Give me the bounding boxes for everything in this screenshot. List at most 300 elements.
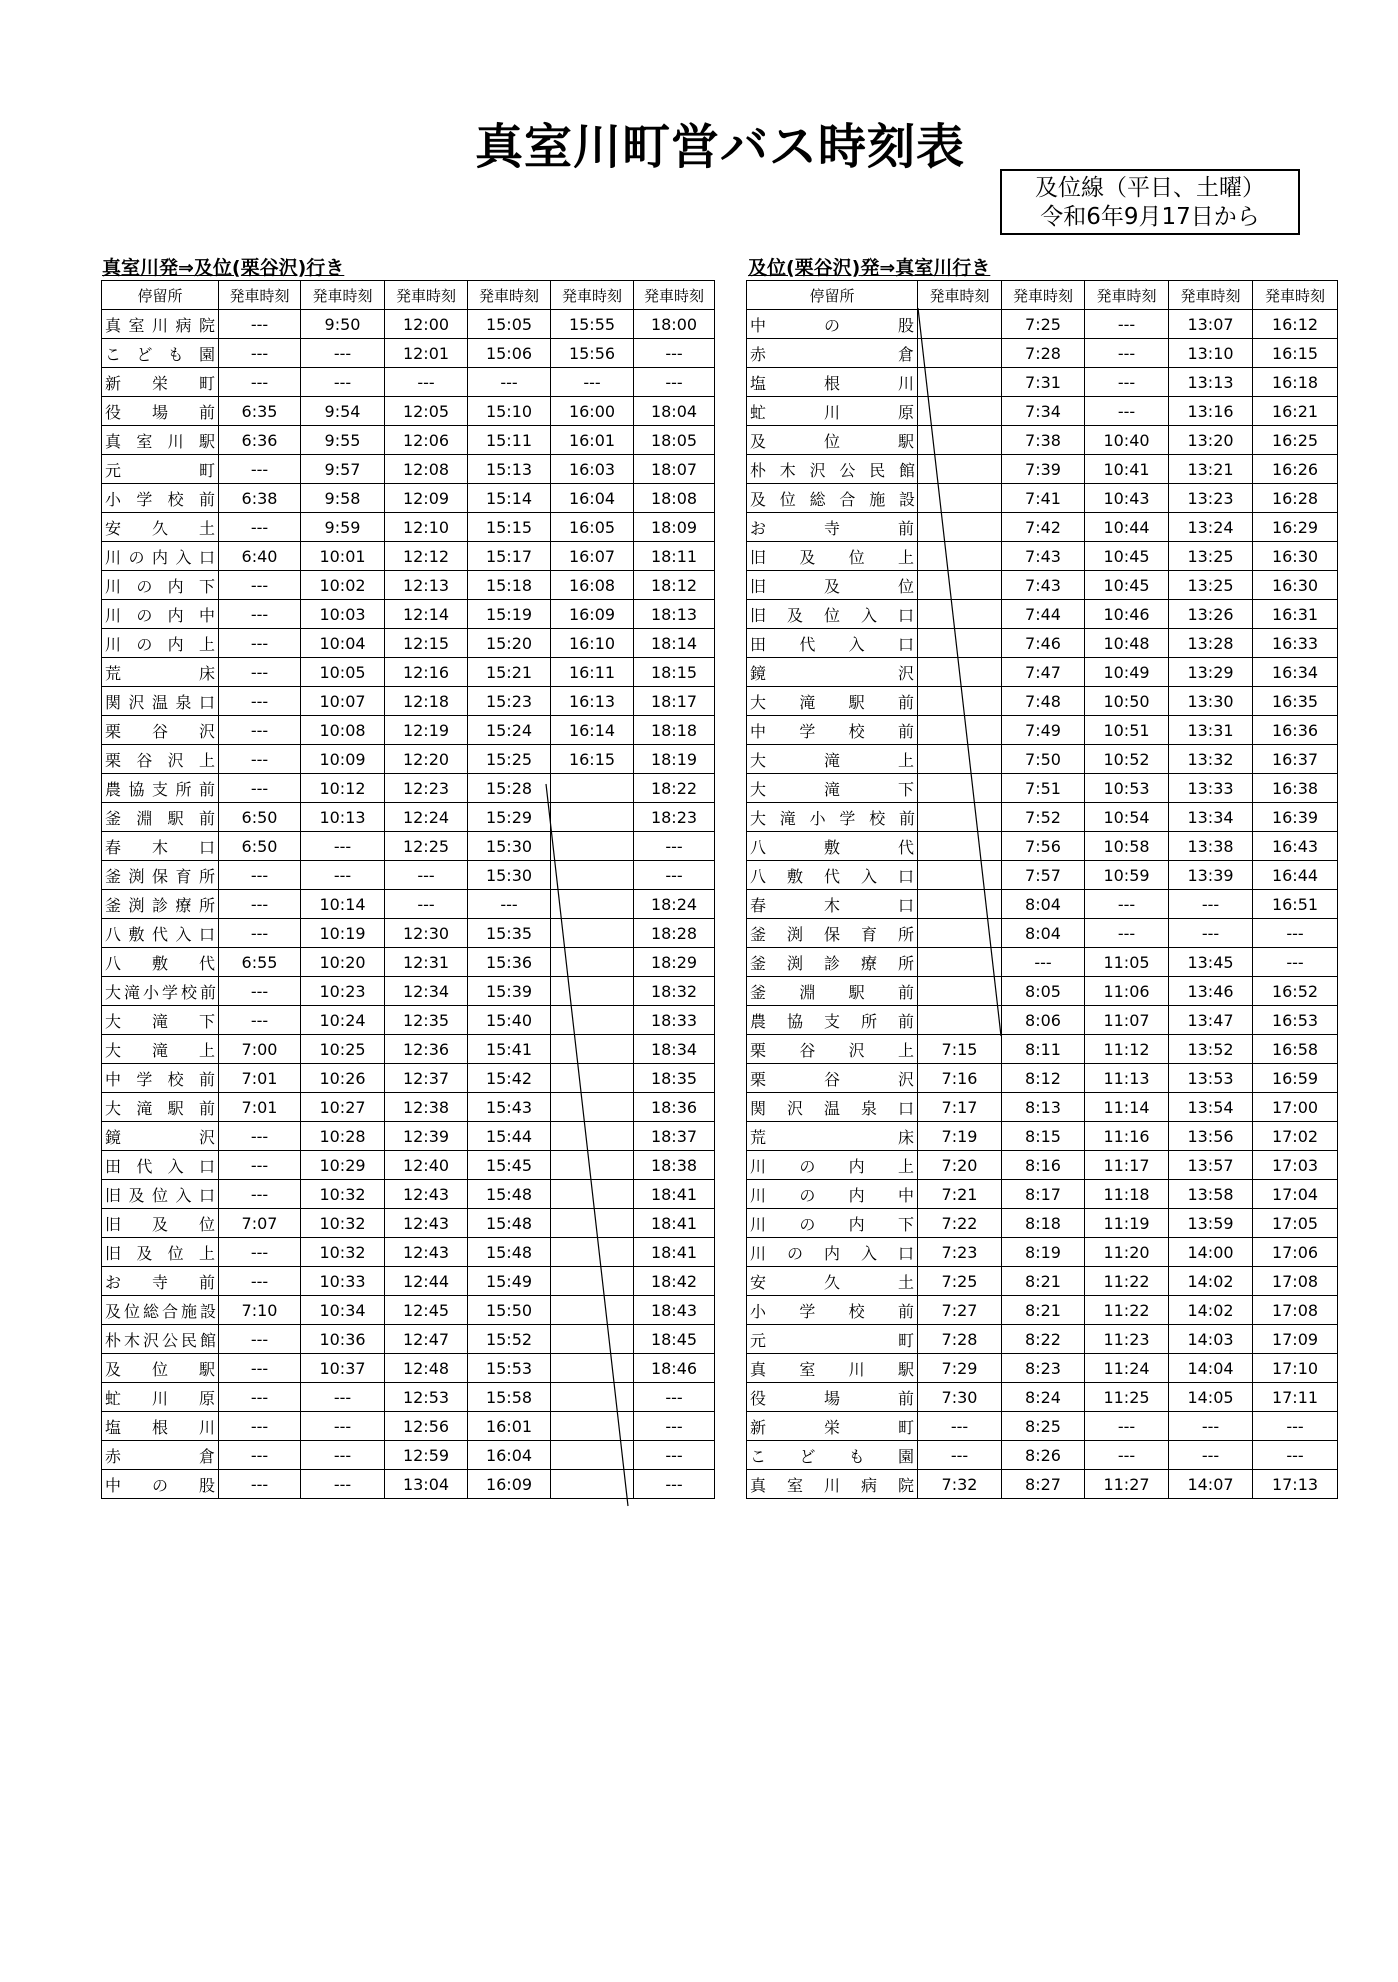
departure-time: 7:25	[918, 1267, 1002, 1296]
departure-time: ---	[1002, 948, 1085, 977]
stop-name: 釜渕診療所	[747, 948, 918, 977]
departure-time: 17:04	[1253, 1180, 1338, 1209]
departure-time: ---	[219, 310, 301, 339]
departure-time	[918, 542, 1002, 571]
departure-time: 7:28	[1002, 339, 1085, 368]
departure-time: ---	[1169, 890, 1253, 919]
departure-time	[551, 948, 634, 977]
outbound-table-row	[102, 600, 715, 629]
outbound-table-row	[102, 803, 715, 832]
inbound-heading: 及位(栗谷沢)発⇒真室川行き	[748, 257, 991, 279]
stop-name: 大滝小学校前	[747, 803, 918, 832]
departure-time: 9:54	[301, 397, 385, 426]
stop-name: 大滝下	[102, 1006, 219, 1035]
departure-time: 16:30	[1253, 542, 1338, 571]
departure-time: 18:09	[634, 513, 715, 542]
departure-time	[918, 832, 1002, 861]
departure-time: 13:52	[1169, 1035, 1253, 1064]
departure-time: 10:01	[301, 542, 385, 571]
inbound-table-row	[747, 1296, 1338, 1325]
departure-time: 15:14	[468, 484, 551, 513]
departure-time: 10:45	[1085, 542, 1169, 571]
route-notice-box	[1000, 169, 1300, 235]
departure-time: 18:33	[634, 1006, 715, 1035]
inbound-table-row	[747, 310, 1338, 339]
departure-time	[551, 1412, 634, 1441]
departure-time: 10:28	[301, 1122, 385, 1151]
departure-time: 12:31	[385, 948, 468, 977]
departure-time: 10:59	[1085, 861, 1169, 890]
departure-time: 16:58	[1253, 1035, 1338, 1064]
departure-time: ---	[219, 919, 301, 948]
departure-time	[918, 310, 1002, 339]
inbound-table-row	[747, 803, 1338, 832]
inbound-table-row	[747, 1122, 1338, 1151]
departure-time: 16:18	[1253, 368, 1338, 397]
departure-time: 7:52	[1002, 803, 1085, 832]
departure-time: ---	[634, 339, 715, 368]
departure-time: 13:16	[1169, 397, 1253, 426]
departure-time: 12:34	[385, 977, 468, 1006]
inbound-table-row	[747, 861, 1338, 890]
departure-time: 13:46	[1169, 977, 1253, 1006]
outbound-table-row	[102, 890, 715, 919]
departure-time: 15:48	[468, 1180, 551, 1209]
departure-time: 15:40	[468, 1006, 551, 1035]
departure-time: 16:25	[1253, 426, 1338, 455]
departure-time: ---	[385, 368, 468, 397]
departure-time: 15:39	[468, 977, 551, 1006]
inbound-table-row	[747, 1383, 1338, 1412]
departure-time	[551, 1035, 634, 1064]
outbound-table-row	[102, 629, 715, 658]
departure-time: ---	[301, 861, 385, 890]
departure-time: 10:51	[1085, 716, 1169, 745]
departure-time: 11:20	[1085, 1238, 1169, 1267]
departure-time: 16:05	[551, 513, 634, 542]
departure-time: 7:30	[918, 1383, 1002, 1412]
departure-time: 16:03	[551, 455, 634, 484]
departure-time: ---	[219, 658, 301, 687]
departure-time: 12:56	[385, 1412, 468, 1441]
departure-time: 16:11	[551, 658, 634, 687]
departure-time: 10:49	[1085, 658, 1169, 687]
outbound-table-row	[102, 426, 715, 455]
departure-time: ---	[219, 1006, 301, 1035]
departure-time: 7:32	[918, 1470, 1002, 1499]
departure-time: 8:22	[1002, 1325, 1085, 1354]
departure-time: 18:07	[634, 455, 715, 484]
departure-time: ---	[219, 1441, 301, 1470]
departure-time: 11:24	[1085, 1354, 1169, 1383]
departure-time: 16:01	[551, 426, 634, 455]
departure-time: ---	[1085, 919, 1169, 948]
departure-time: 13:54	[1169, 1093, 1253, 1122]
stop-name: 小学校前	[102, 484, 219, 513]
departure-time: 10:08	[301, 716, 385, 745]
departure-time	[918, 774, 1002, 803]
departure-time: ---	[918, 1412, 1002, 1441]
departure-time	[918, 977, 1002, 1006]
outbound-table-row	[102, 861, 715, 890]
departure-time: 13:31	[1169, 716, 1253, 745]
outbound-table-row	[102, 1122, 715, 1151]
departure-time: ---	[634, 861, 715, 890]
outbound-table-row	[102, 455, 715, 484]
stop-name: 大滝下	[747, 774, 918, 803]
departure-time: 10:58	[1085, 832, 1169, 861]
outbound-table-row	[102, 310, 715, 339]
departure-time: 15:23	[468, 687, 551, 716]
departure-time: 12:12	[385, 542, 468, 571]
inbound-stop-header: 停留所	[747, 281, 918, 310]
departure-time: ---	[219, 1122, 301, 1151]
departure-time: 8:25	[1002, 1412, 1085, 1441]
departure-time: 18:23	[634, 803, 715, 832]
stop-name: 農協支所前	[747, 1006, 918, 1035]
stop-name: 安久土	[747, 1267, 918, 1296]
departure-time: 10:27	[301, 1093, 385, 1122]
stop-name: 旧及位	[747, 571, 918, 600]
outbound-table-row	[102, 1267, 715, 1296]
stop-name: 及位総合施設	[747, 484, 918, 513]
departure-time: ---	[219, 861, 301, 890]
inbound-table-row	[747, 455, 1338, 484]
departure-time: 17:08	[1253, 1296, 1338, 1325]
departure-time: 12:59	[385, 1441, 468, 1470]
departure-time: 15:10	[468, 397, 551, 426]
departure-time: 11:22	[1085, 1267, 1169, 1296]
departure-time: 16:37	[1253, 745, 1338, 774]
departure-time: ---	[301, 339, 385, 368]
stop-name: 大滝駅前	[747, 687, 918, 716]
departure-time: 13:13	[1169, 368, 1253, 397]
departure-time: 16:09	[551, 600, 634, 629]
departure-time: 10:23	[301, 977, 385, 1006]
departure-time	[551, 1180, 634, 1209]
departure-time	[918, 571, 1002, 600]
departure-time: 15:20	[468, 629, 551, 658]
departure-time: 16:04	[551, 484, 634, 513]
departure-time: 12:43	[385, 1238, 468, 1267]
departure-time: 13:53	[1169, 1064, 1253, 1093]
departure-time: ---	[1253, 948, 1338, 977]
departure-time: 16:51	[1253, 890, 1338, 919]
departure-time: 11:12	[1085, 1035, 1169, 1064]
departure-time: 11:07	[1085, 1006, 1169, 1035]
departure-time: 13:38	[1169, 832, 1253, 861]
inbound-table-row	[747, 1180, 1338, 1209]
departure-time: 9:59	[301, 513, 385, 542]
stop-name: 栗谷沢	[747, 1064, 918, 1093]
departure-time: 8:16	[1002, 1151, 1085, 1180]
inbound-table-row	[747, 919, 1338, 948]
departure-time: 18:04	[634, 397, 715, 426]
departure-time: 13:25	[1169, 571, 1253, 600]
stop-name: こども園	[102, 339, 219, 368]
stop-name: 川の内入口	[102, 542, 219, 571]
departure-time: 15:42	[468, 1064, 551, 1093]
departure-time: 7:57	[1002, 861, 1085, 890]
outbound-time-header: 発車時刻	[385, 281, 468, 310]
outbound-table-row	[102, 1180, 715, 1209]
departure-time: 12:53	[385, 1383, 468, 1412]
inbound-table-row	[747, 1209, 1338, 1238]
inbound-table-row	[747, 339, 1338, 368]
departure-time: 18:08	[634, 484, 715, 513]
departure-time: 15:45	[468, 1151, 551, 1180]
departure-time: ---	[301, 1412, 385, 1441]
inbound-header-row	[747, 281, 1338, 310]
departure-time: 12:45	[385, 1296, 468, 1325]
departure-time: 18:43	[634, 1296, 715, 1325]
departure-time: 10:37	[301, 1354, 385, 1383]
departure-time: ---	[219, 716, 301, 745]
stop-name: 春木口	[102, 832, 219, 861]
departure-time: 8:27	[1002, 1470, 1085, 1499]
inbound-time-header: 発車時刻	[1253, 281, 1338, 310]
departure-time: 10:34	[301, 1296, 385, 1325]
departure-time	[918, 803, 1002, 832]
outbound-time-header: 発車時刻	[301, 281, 385, 310]
outbound-table-row	[102, 1383, 715, 1412]
departure-time: ---	[219, 1151, 301, 1180]
departure-time: 10:50	[1085, 687, 1169, 716]
departure-time: ---	[301, 832, 385, 861]
stop-name: 旧及位上	[747, 542, 918, 571]
departure-time: 18:41	[634, 1180, 715, 1209]
departure-time	[918, 1006, 1002, 1035]
departure-time	[551, 861, 634, 890]
stop-name: 川の内下	[102, 571, 219, 600]
departure-time	[918, 687, 1002, 716]
departure-time: 15:21	[468, 658, 551, 687]
departure-time: 16:29	[1253, 513, 1338, 542]
departure-time: 10:12	[301, 774, 385, 803]
departure-time: 12:16	[385, 658, 468, 687]
inbound-table-row	[747, 716, 1338, 745]
departure-time: 10:09	[301, 745, 385, 774]
departure-time: 8:05	[1002, 977, 1085, 1006]
departure-time: 16:31	[1253, 600, 1338, 629]
departure-time: ---	[219, 1325, 301, 1354]
stop-name: お寺前	[747, 513, 918, 542]
departure-time: ---	[1085, 339, 1169, 368]
inbound-table-row	[747, 484, 1338, 513]
departure-time: 13:10	[1169, 339, 1253, 368]
departure-time: 7:46	[1002, 629, 1085, 658]
stop-name: 川の内入口	[747, 1238, 918, 1267]
stop-name: 八敷代入口	[747, 861, 918, 890]
departure-time: ---	[301, 1383, 385, 1412]
inbound-table-row	[747, 426, 1338, 455]
departure-time	[918, 484, 1002, 513]
departure-time: 7:01	[219, 1064, 301, 1093]
departure-time: 18:11	[634, 542, 715, 571]
departure-time: ---	[219, 1180, 301, 1209]
departure-time: 17:08	[1253, 1267, 1338, 1296]
stop-name: 釜渕保育所	[747, 919, 918, 948]
departure-time: 16:43	[1253, 832, 1338, 861]
departure-time: 12:08	[385, 455, 468, 484]
departure-time: 15:48	[468, 1238, 551, 1267]
departure-time: 8:18	[1002, 1209, 1085, 1238]
departure-time: 12:05	[385, 397, 468, 426]
outbound-table-row	[102, 832, 715, 861]
departure-time: 13:04	[385, 1470, 468, 1499]
departure-time: 7:27	[918, 1296, 1002, 1325]
departure-time: 10:36	[301, 1325, 385, 1354]
departure-time: 16:53	[1253, 1006, 1338, 1035]
departure-time: 12:39	[385, 1122, 468, 1151]
departure-time: 11:14	[1085, 1093, 1169, 1122]
outbound-heading: 真室川発⇒及位(栗谷沢)行き	[102, 257, 345, 279]
departure-time: 14:05	[1169, 1383, 1253, 1412]
inbound-table-row	[747, 890, 1338, 919]
departure-time: 16:28	[1253, 484, 1338, 513]
departure-time: 15:53	[468, 1354, 551, 1383]
departure-time: 7:20	[918, 1151, 1002, 1180]
departure-time: 10:54	[1085, 803, 1169, 832]
departure-time	[551, 832, 634, 861]
departure-time: ---	[1085, 1441, 1169, 1470]
departure-time: 7:39	[1002, 455, 1085, 484]
departure-time: 10:48	[1085, 629, 1169, 658]
departure-time: 15:56	[551, 339, 634, 368]
departure-time: ---	[468, 890, 551, 919]
departure-time: 8:13	[1002, 1093, 1085, 1122]
departure-time: 7:17	[918, 1093, 1002, 1122]
stop-name: 塩根川	[747, 368, 918, 397]
departure-time: 8:21	[1002, 1267, 1085, 1296]
departure-time: ---	[1085, 1412, 1169, 1441]
departure-time: 11:25	[1085, 1383, 1169, 1412]
departure-time: 14:07	[1169, 1470, 1253, 1499]
departure-time: ---	[551, 368, 634, 397]
stop-name: 関沢温泉口	[102, 687, 219, 716]
departure-time	[551, 890, 634, 919]
departure-time: ---	[634, 1470, 715, 1499]
departure-time: ---	[219, 1267, 301, 1296]
departure-time: ---	[219, 571, 301, 600]
inbound-table-row	[747, 948, 1338, 977]
departure-time	[918, 745, 1002, 774]
departure-time: 15:28	[468, 774, 551, 803]
outbound-time-header: 発車時刻	[551, 281, 634, 310]
departure-time: ---	[1085, 890, 1169, 919]
departure-time: 10:32	[301, 1209, 385, 1238]
departure-time	[551, 1093, 634, 1122]
departure-time: 18:00	[634, 310, 715, 339]
stop-name: 農協支所前	[102, 774, 219, 803]
departure-time: ---	[219, 1238, 301, 1267]
departure-time: 10:32	[301, 1238, 385, 1267]
departure-time: 16:44	[1253, 861, 1338, 890]
departure-time: 18:32	[634, 977, 715, 1006]
departure-time: 7:28	[918, 1325, 1002, 1354]
departure-time: 11:05	[1085, 948, 1169, 977]
departure-time: 10:03	[301, 600, 385, 629]
departure-time	[551, 1296, 634, 1325]
departure-time: 18:15	[634, 658, 715, 687]
departure-time: 16:00	[551, 397, 634, 426]
departure-time: 18:38	[634, 1151, 715, 1180]
departure-time: 15:44	[468, 1122, 551, 1151]
departure-time	[918, 658, 1002, 687]
departure-time: 18:05	[634, 426, 715, 455]
departure-time: 16:33	[1253, 629, 1338, 658]
inbound-table-row	[747, 1035, 1338, 1064]
departure-time: 17:11	[1253, 1383, 1338, 1412]
departure-time: 18:29	[634, 948, 715, 977]
outbound-table-row	[102, 571, 715, 600]
departure-time: 16:38	[1253, 774, 1338, 803]
outbound-time-header: 発車時刻	[468, 281, 551, 310]
inbound-table-row	[747, 600, 1338, 629]
departure-time: 12:44	[385, 1267, 468, 1296]
stop-name: 新栄町	[102, 368, 219, 397]
departure-time: 11:13	[1085, 1064, 1169, 1093]
departure-time: 18:22	[634, 774, 715, 803]
departure-time: ---	[301, 1441, 385, 1470]
departure-time: ---	[1253, 919, 1338, 948]
departure-time: 6:55	[219, 948, 301, 977]
departure-time: 18:18	[634, 716, 715, 745]
departure-time: 8:24	[1002, 1383, 1085, 1412]
stop-name: 新栄町	[747, 1412, 918, 1441]
departure-time: 10:02	[301, 571, 385, 600]
departure-time: 18:19	[634, 745, 715, 774]
departure-time: 18:14	[634, 629, 715, 658]
outbound-table-row	[102, 977, 715, 1006]
stop-name: 元町	[747, 1325, 918, 1354]
departure-time: 6:50	[219, 803, 301, 832]
departure-time: 10:43	[1085, 484, 1169, 513]
departure-time: 17:13	[1253, 1470, 1338, 1499]
departure-time: 6:40	[219, 542, 301, 571]
departure-time: ---	[301, 1470, 385, 1499]
departure-time: ---	[219, 368, 301, 397]
departure-time	[918, 426, 1002, 455]
departure-time: 7:41	[1002, 484, 1085, 513]
stop-name: 虻川原	[747, 397, 918, 426]
departure-time: 15:52	[468, 1325, 551, 1354]
departure-time: 17:10	[1253, 1354, 1338, 1383]
departure-time: ---	[219, 513, 301, 542]
stop-name: 大滝上	[747, 745, 918, 774]
departure-time: 16:14	[551, 716, 634, 745]
departure-time: ---	[634, 1383, 715, 1412]
departure-time: 9:58	[301, 484, 385, 513]
departure-time: 8:04	[1002, 919, 1085, 948]
departure-time: 16:13	[551, 687, 634, 716]
departure-time: 13:58	[1169, 1180, 1253, 1209]
departure-time	[918, 919, 1002, 948]
departure-time: 12:10	[385, 513, 468, 542]
outbound-header-row	[102, 281, 715, 310]
departure-time: 16:08	[551, 571, 634, 600]
stop-name: 朴木沢公民館	[102, 1325, 219, 1354]
departure-time: 13:45	[1169, 948, 1253, 977]
stop-name: 安久土	[102, 513, 219, 542]
departure-time: 15:55	[551, 310, 634, 339]
departure-time: 13:32	[1169, 745, 1253, 774]
departure-time: 8:11	[1002, 1035, 1085, 1064]
departure-time	[918, 397, 1002, 426]
departure-time: 10:45	[1085, 571, 1169, 600]
outbound-table-row	[102, 1470, 715, 1499]
stop-name: 釜渕保育所	[102, 861, 219, 890]
